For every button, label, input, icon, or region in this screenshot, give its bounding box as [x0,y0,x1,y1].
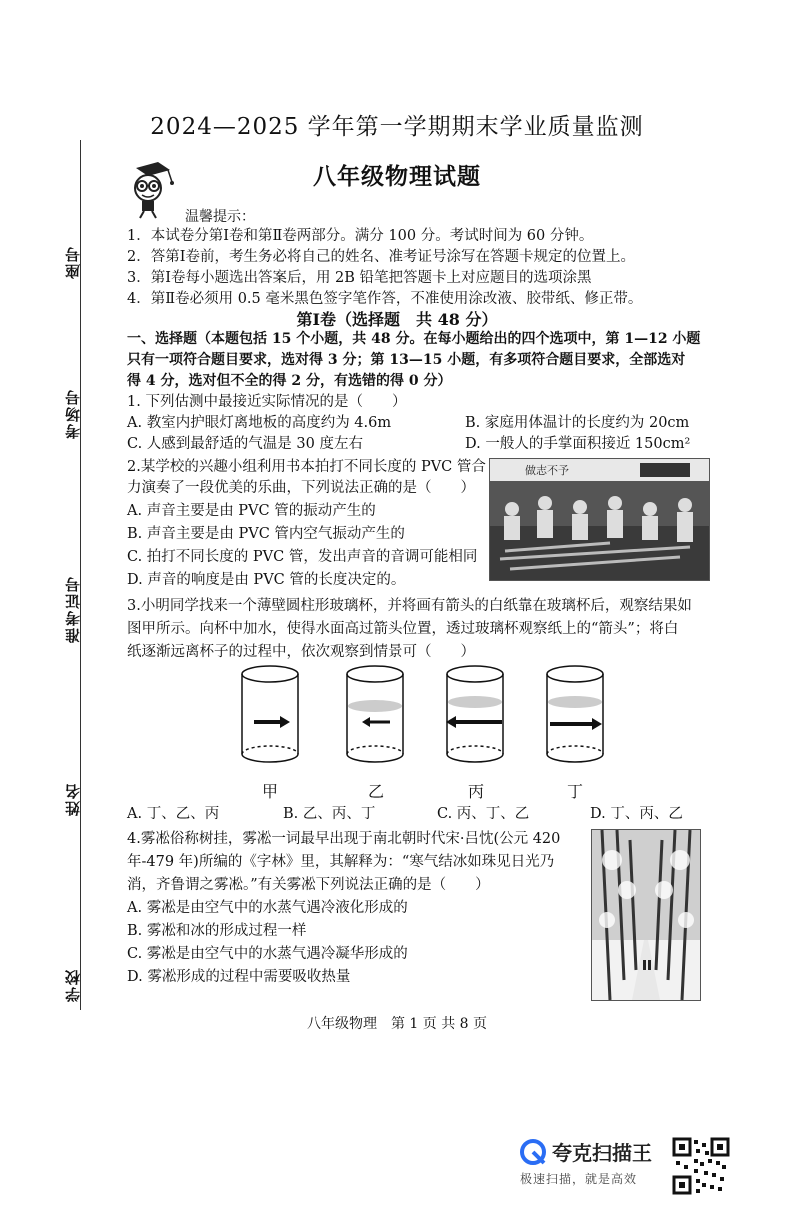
cup-bing [447,666,503,762]
q1-option-d: D. 一般人的手掌面积接近 150cm² [465,436,691,452]
scanner-slogan: 极速扫描，就是高效 [520,1172,638,1186]
instructions-line: 一、选择题（本题包括 15 个小题，共 48 分。在每小题给出的四个选项中，第 1—12 小题 [127,331,701,347]
arrow-bing-icon [446,716,502,728]
q1-option-c: C. 人感到最舒适的气温是 30 度左右 [127,436,363,452]
q4-option-c: C. 雾凇是由空气中的水蒸气遇冷凝华形成的 [127,946,408,962]
tips-heading: 温馨提示： [185,209,255,225]
q3-stem: 纸逐渐远离杯子的过程中，依次观察到情景可（ ） [127,644,475,660]
q4-stem: 4.雾凇俗称树挂，雾凇一词最早出现于南北朝时代宋·吕忱(公元 420 [127,831,561,847]
q2-option-b: B. 声音主要是由 PVC 管内空气振动产生的 [127,526,405,542]
cup-jia [242,666,298,762]
q2-option-d: D. 声音的响度是由 PVC 管的长度决定的。 [127,572,406,588]
q4-stem: 消，齐鲁谓之雾凇。”有关雾凇下列说法正确的是（ ） [127,877,490,893]
q3-option-b: B. 乙、丙、丁 [283,806,376,822]
figure-label-jia: 甲 [262,782,279,801]
instructions-line: 只有一项符合题目要求，选对得 3 分；第 13—15 小题，有多项符合题目要求，全部选对 [127,352,686,368]
q4-option-b: B. 雾凇和冰的形成过程一样 [127,923,307,939]
section-title: 第Ⅰ卷（选择题 共 48 分） [296,310,498,329]
q4-option-a: A. 雾凇是由空气中的水蒸气遇冷液化形成的 [127,900,408,916]
page-footer: 八年级物理 第 1 页 共 8 页 [306,1016,488,1032]
arrow-yi-icon [362,717,390,727]
arrow-jia-icon [254,716,290,728]
q2-option-a: A. 声音主要是由 PVC 管的振动产生的 [127,503,376,519]
tip-line: 4．第Ⅱ卷必须用 0.5 毫米黑色签字笔作答，不准使用涂改液、胶带纸、修正带。 [127,291,643,307]
q2-stem: 力演奏了一段优美的乐曲，下列说法正确的是（ ） [127,480,475,496]
exam-room-label: 考场号 [64,388,82,439]
figure-label-yi: 乙 [368,782,385,801]
arrow-ding-icon [550,718,602,730]
school-label: 学校 [64,968,82,1002]
scanner-logo-icon [520,1139,546,1165]
admission-ticket-label: 准考证号 [64,575,82,643]
glass-cups-figure [240,662,620,804]
q3-option-d: D. 丁、丙、乙 [590,806,683,822]
scanner-name: 夸克扫描王 [552,1141,652,1165]
tip-line: 2．答第Ⅰ卷前，考生务必将自己的姓名、准考证号涂写在答题卡规定的位置上。 [127,249,635,265]
q3-option-c: C. 丙、丁、乙 [437,806,530,822]
pvc-band-photo [489,458,710,581]
photo-banner-text: 做志不予 [525,464,569,477]
rime-trees-photo [591,829,701,1001]
figure-label-ding: 丁 [567,782,584,801]
q2-option-c: C. 拍打不同长度的 PVC 管，发出声音的音调可能相同 [127,549,478,565]
q1-option-a: A. 教室内护眼灯离地板的高度约为 4.6m [127,415,392,431]
q3-option-a: A. 丁、乙、丙 [127,806,220,822]
name-label: 姓名 [64,782,82,816]
instructions-line: 得 4 分，选对但不全的得 2 分，有选错的得 0 分） [127,373,452,389]
cup-ding [547,666,603,762]
q3-stem: 图甲所示。向杯中加水，使得水面高过箭头位置，透过玻璃杯观察纸上的“箭头”；将白 [127,621,679,637]
cup-yi [347,666,403,762]
exam-title: 2024—2025 学年第一学期期末学业质量监测 [150,114,644,140]
q4-option-d: D. 雾凇形成的过程中需要吸收热量 [127,969,351,985]
exam-subtitle: 八年级物理试题 [313,163,481,190]
tip-line: 3．第Ⅰ卷每小题选出答案后，用 2B 铅笔把答题卡上对应题目的选项涂黑 [127,270,592,286]
q1-stem: 1. 下列估测中最接近实际情况的是（ ） [127,394,407,410]
q1-option-b: B. 家庭用体温计的长度约为 20cm [465,415,690,431]
tip-line: 1．本试卷分第Ⅰ卷和第Ⅱ卷两部分。满分 100 分。考试时间为 60 分钟。 [127,228,594,244]
q2-stem: 2.某学校的兴趣小组利用书本拍打不同长度的 PVC 管合 [127,459,486,475]
mascot-icon [118,160,178,220]
q4-stem: 年-479 年)所编的《字林》里，其解释为：“寒气结冰如珠见日光乃 [127,854,555,870]
seat-number-label: 座号 [64,245,82,279]
figure-label-bing: 丙 [468,782,485,801]
q3-stem: 3.小明同学找来一个薄壁圆柱形玻璃杯，并将画有箭头的白纸靠在玻璃杯后，观察结果如 [127,598,692,614]
qr-code-icon [672,1137,730,1195]
scanner-watermark [520,1137,652,1187]
